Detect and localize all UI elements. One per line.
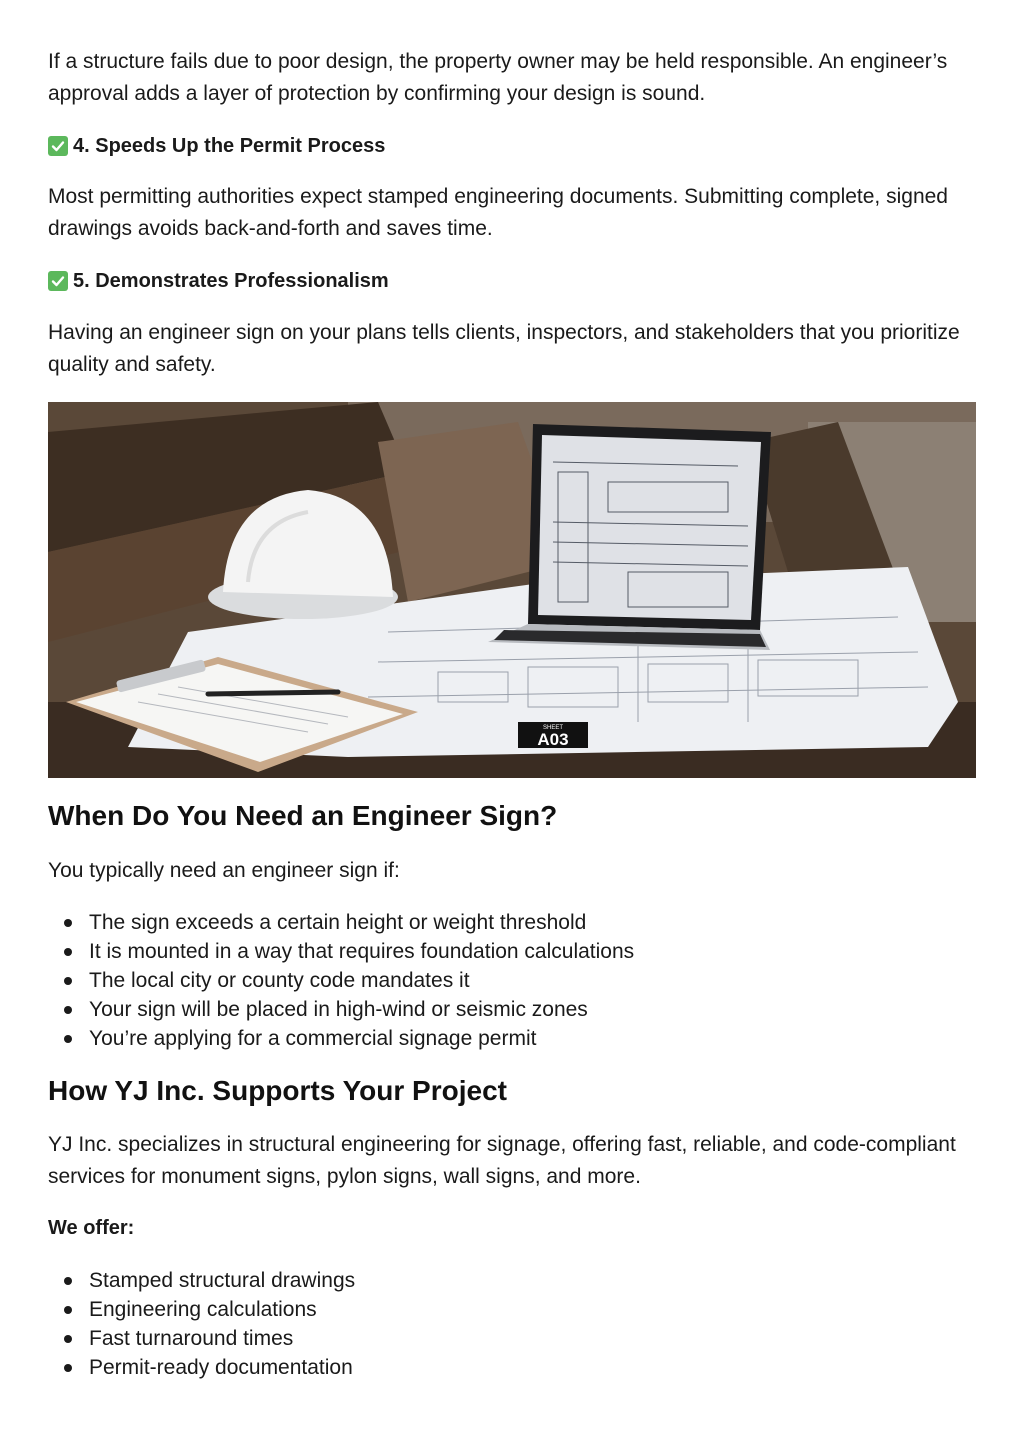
bullet-icon — [64, 1277, 72, 1285]
offer-label: We offer: — [48, 1217, 135, 1239]
bullet-icon — [64, 1364, 72, 1372]
offer-list — [48, 1266, 976, 1382]
benefit-4-title: 4. Speeds Up the Permit Process — [73, 135, 386, 157]
list-item-text: Your sign will be placed in high-wind or seismic zones — [89, 998, 588, 1021]
benefit-5-title: 5. Demonstrates Professionalism — [73, 270, 389, 292]
check-mark-icon — [48, 136, 68, 156]
list-item-text: Engineering calculations — [89, 1298, 317, 1321]
list-item-text: Stamped structural drawings — [89, 1269, 356, 1292]
list-item — [48, 966, 976, 995]
bullet-icon — [64, 948, 72, 956]
list-item-text: Permit-ready documentation — [89, 1356, 353, 1379]
list-item — [48, 995, 976, 1024]
list-item-text: The local city or county code mandates it — [89, 969, 470, 992]
list-item-text: Fast turnaround times — [89, 1327, 294, 1350]
bullet-icon — [64, 1006, 72, 1014]
sheet-label: SHEET — [542, 725, 564, 731]
when-list — [48, 908, 976, 1053]
list-item — [48, 1266, 976, 1295]
when-intro: You typically need an engineer sign if: — [48, 859, 400, 882]
list-item-text: You’re applying for a commercial signage permit — [89, 1027, 537, 1050]
bullet-icon — [64, 1306, 72, 1314]
benefit-5-heading — [48, 268, 389, 294]
benefit-5-text: Having an engineer sign on your plans tells clients, inspectors, and stakeholders that you prioritize quality and safety. — [48, 321, 960, 376]
bullet-icon — [64, 919, 72, 927]
benefit-4-text: Most permitting authorities expect stamped engineering documents. Submitting complete, signed drawings avoids back-and-forth and saves time. — [48, 185, 948, 240]
list-item — [48, 937, 976, 966]
engineering-photo — [48, 402, 976, 778]
list-item — [48, 1295, 976, 1324]
benefit-4-heading — [48, 133, 385, 159]
list-item — [48, 1324, 976, 1353]
list-item — [48, 1024, 976, 1053]
how-paragraph: YJ Inc. specializes in structural engineering for signage, offering fast, reliable, and code-compliant services for monument signs, pylon signs, wall signs, and more. — [48, 1133, 956, 1188]
list-item-text: It is mounted in a way that requires foundation calculations — [89, 940, 635, 963]
list-item — [48, 1353, 976, 1382]
when-heading: When Do You Need an Engineer Sign? — [48, 800, 558, 831]
intro-paragraph: If a structure fails due to poor design, the property owner may be held responsible. An engineer’s approval adds a layer of protection by confirming your design is sound. — [48, 50, 948, 105]
how-heading: How YJ Inc. Supports Your Project — [48, 1075, 507, 1106]
list-item — [48, 908, 976, 937]
sheet-number: A03 — [537, 730, 569, 749]
bullet-icon — [64, 1335, 72, 1343]
check-mark-icon — [48, 271, 68, 291]
list-item-text: The sign exceeds a certain height or weight threshold — [89, 911, 587, 934]
bullet-icon — [64, 1035, 72, 1043]
bullet-icon — [64, 977, 72, 985]
